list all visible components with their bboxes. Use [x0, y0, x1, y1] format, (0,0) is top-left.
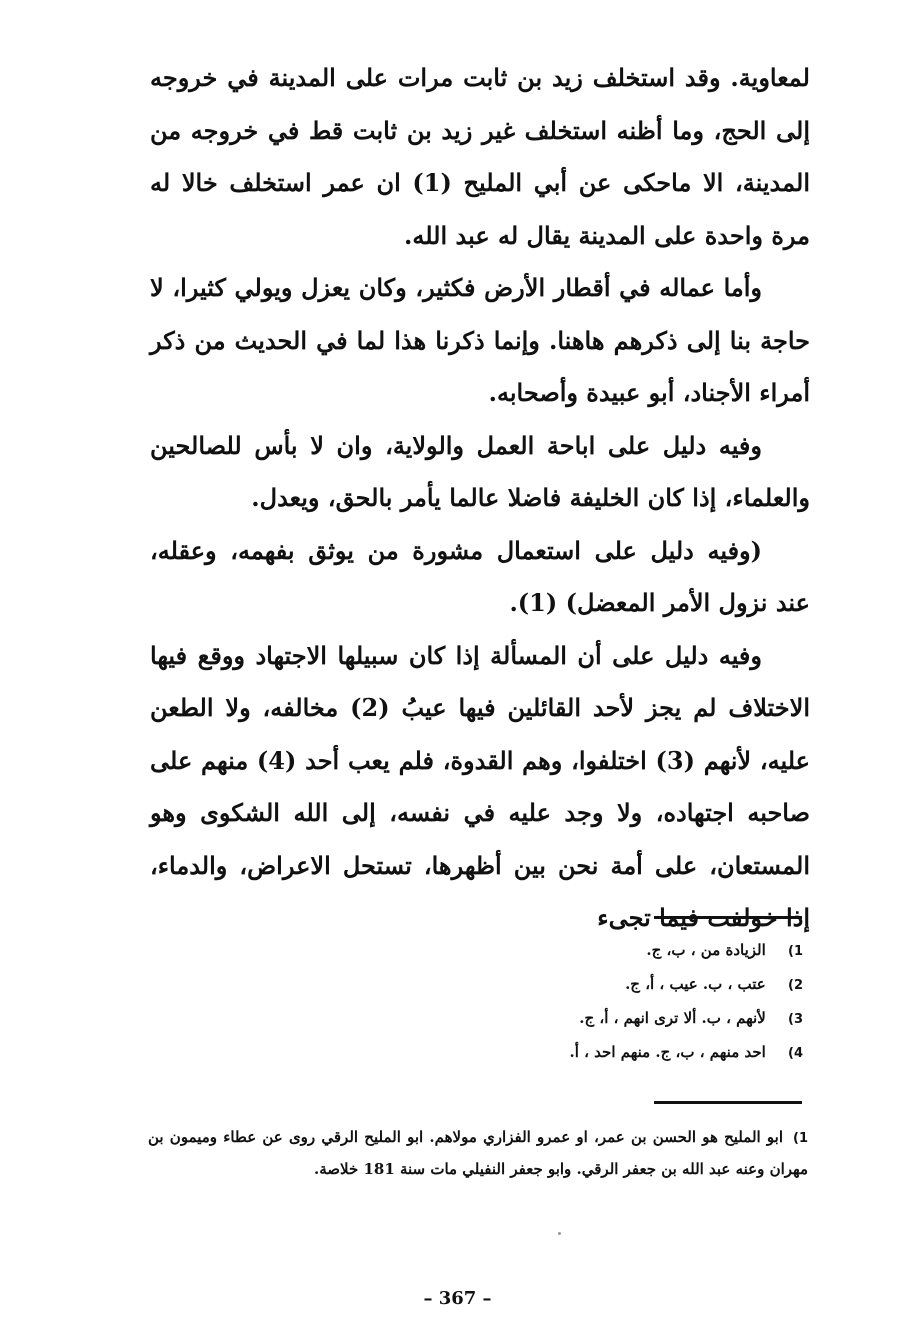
paragraph-1: لمعاوية. وقد استخلف زيد بن ثابت مرات على المدينة في خروجه إلى الحج، وما أظنه استخلف غير زيد بن ثابت قط في خروجه من المدينة، الا ماحكى عن أبي المليح (1) ان عمر استخلف خالا له مرة واحدة على المدينة يقال له عبد الله. — [150, 63, 810, 250]
main-text — [150, 52, 810, 945]
footnote-divider — [654, 1101, 802, 1104]
page-number: – 367 – — [423, 1288, 492, 1309]
paragraph-3: وفيه دليل على اباحة العمل والولاية، وان لا بأس للصالحين والعلماء، إذا كان الخليفة فاضلا عالما يأمر بالحق، ويعدل. — [150, 430, 810, 512]
footnote-text: ابو المليح هو الحسن بن عمر، او عمرو الفزاري مولاهم. ابو المليح الرقي روى عن عطاء وميمون بن مهران وعنه عبد الله بن جعفر الرقي. وابو جعفر النفيلي مات سنة 181 خلاصة. — [148, 1128, 808, 1178]
variant-note-text: الزيادة من ، ب، ج. — [646, 941, 766, 959]
variant-note-number: 1) — [788, 944, 803, 959]
variant-note-number: 4) — [788, 1046, 803, 1061]
variant-note-text: عتب ، ب. عيب ، أ، ج. — [625, 975, 766, 993]
footnote — [148, 1122, 808, 1184]
variant-note — [443, 1036, 803, 1070]
paragraph-5: وفيه دليل على أن المسألة إذا كان سبيلها الاجتهاد ووقع فيها الاختلاف لم يجز لأحد القائلين فيها عيبُ (2) مخالفه، ولا الطعن عليه، لأنهم (3) اختلفوا، وهم القدوة، فلم يعب أحد (4) منهم على صاحبه اجتهاده، ولا وجد عليه في نفسه، إلى الله الشكوى وهو المستعان، على أمة نحن بين أظهرها، تستحل الاعراض، والدماء، إذا خولفت فيما تجىء — [150, 640, 811, 932]
variant-note-number: 2) — [788, 978, 803, 993]
footnote-number: 1) — [793, 1131, 808, 1146]
variant-note — [443, 1002, 803, 1036]
variant-note — [443, 968, 803, 1002]
variant-note-number: 3) — [788, 1012, 803, 1027]
variant-notes-divider — [654, 916, 802, 919]
paragraph-2: وأما عماله في أقطار الأرض فكثير، وكان يعزل ويولي كثيرا، لا حاجة بنا إلى ذكرهم هاهنا. وإنما ذكرنا هذا لما في الحديث من ذكر أمراء الأجناد، أبو عبيدة وأصحابه. — [150, 273, 810, 407]
variant-notes — [443, 934, 803, 1070]
variant-note-text: لأنهم ، ب. ألا ترى انهم ، أ، ج. — [579, 1009, 766, 1027]
variant-note-text: احد منهم ، ب، ج. منهم احد ، أ. — [569, 1043, 766, 1061]
paragraph-4: (وفيه دليل على استعمال مشورة من يوثق بفهمه، وعقله، عند نزول الأمر المعضل) (1). — [150, 535, 810, 617]
scan-speck — [558, 1232, 561, 1235]
variant-note — [443, 934, 803, 968]
